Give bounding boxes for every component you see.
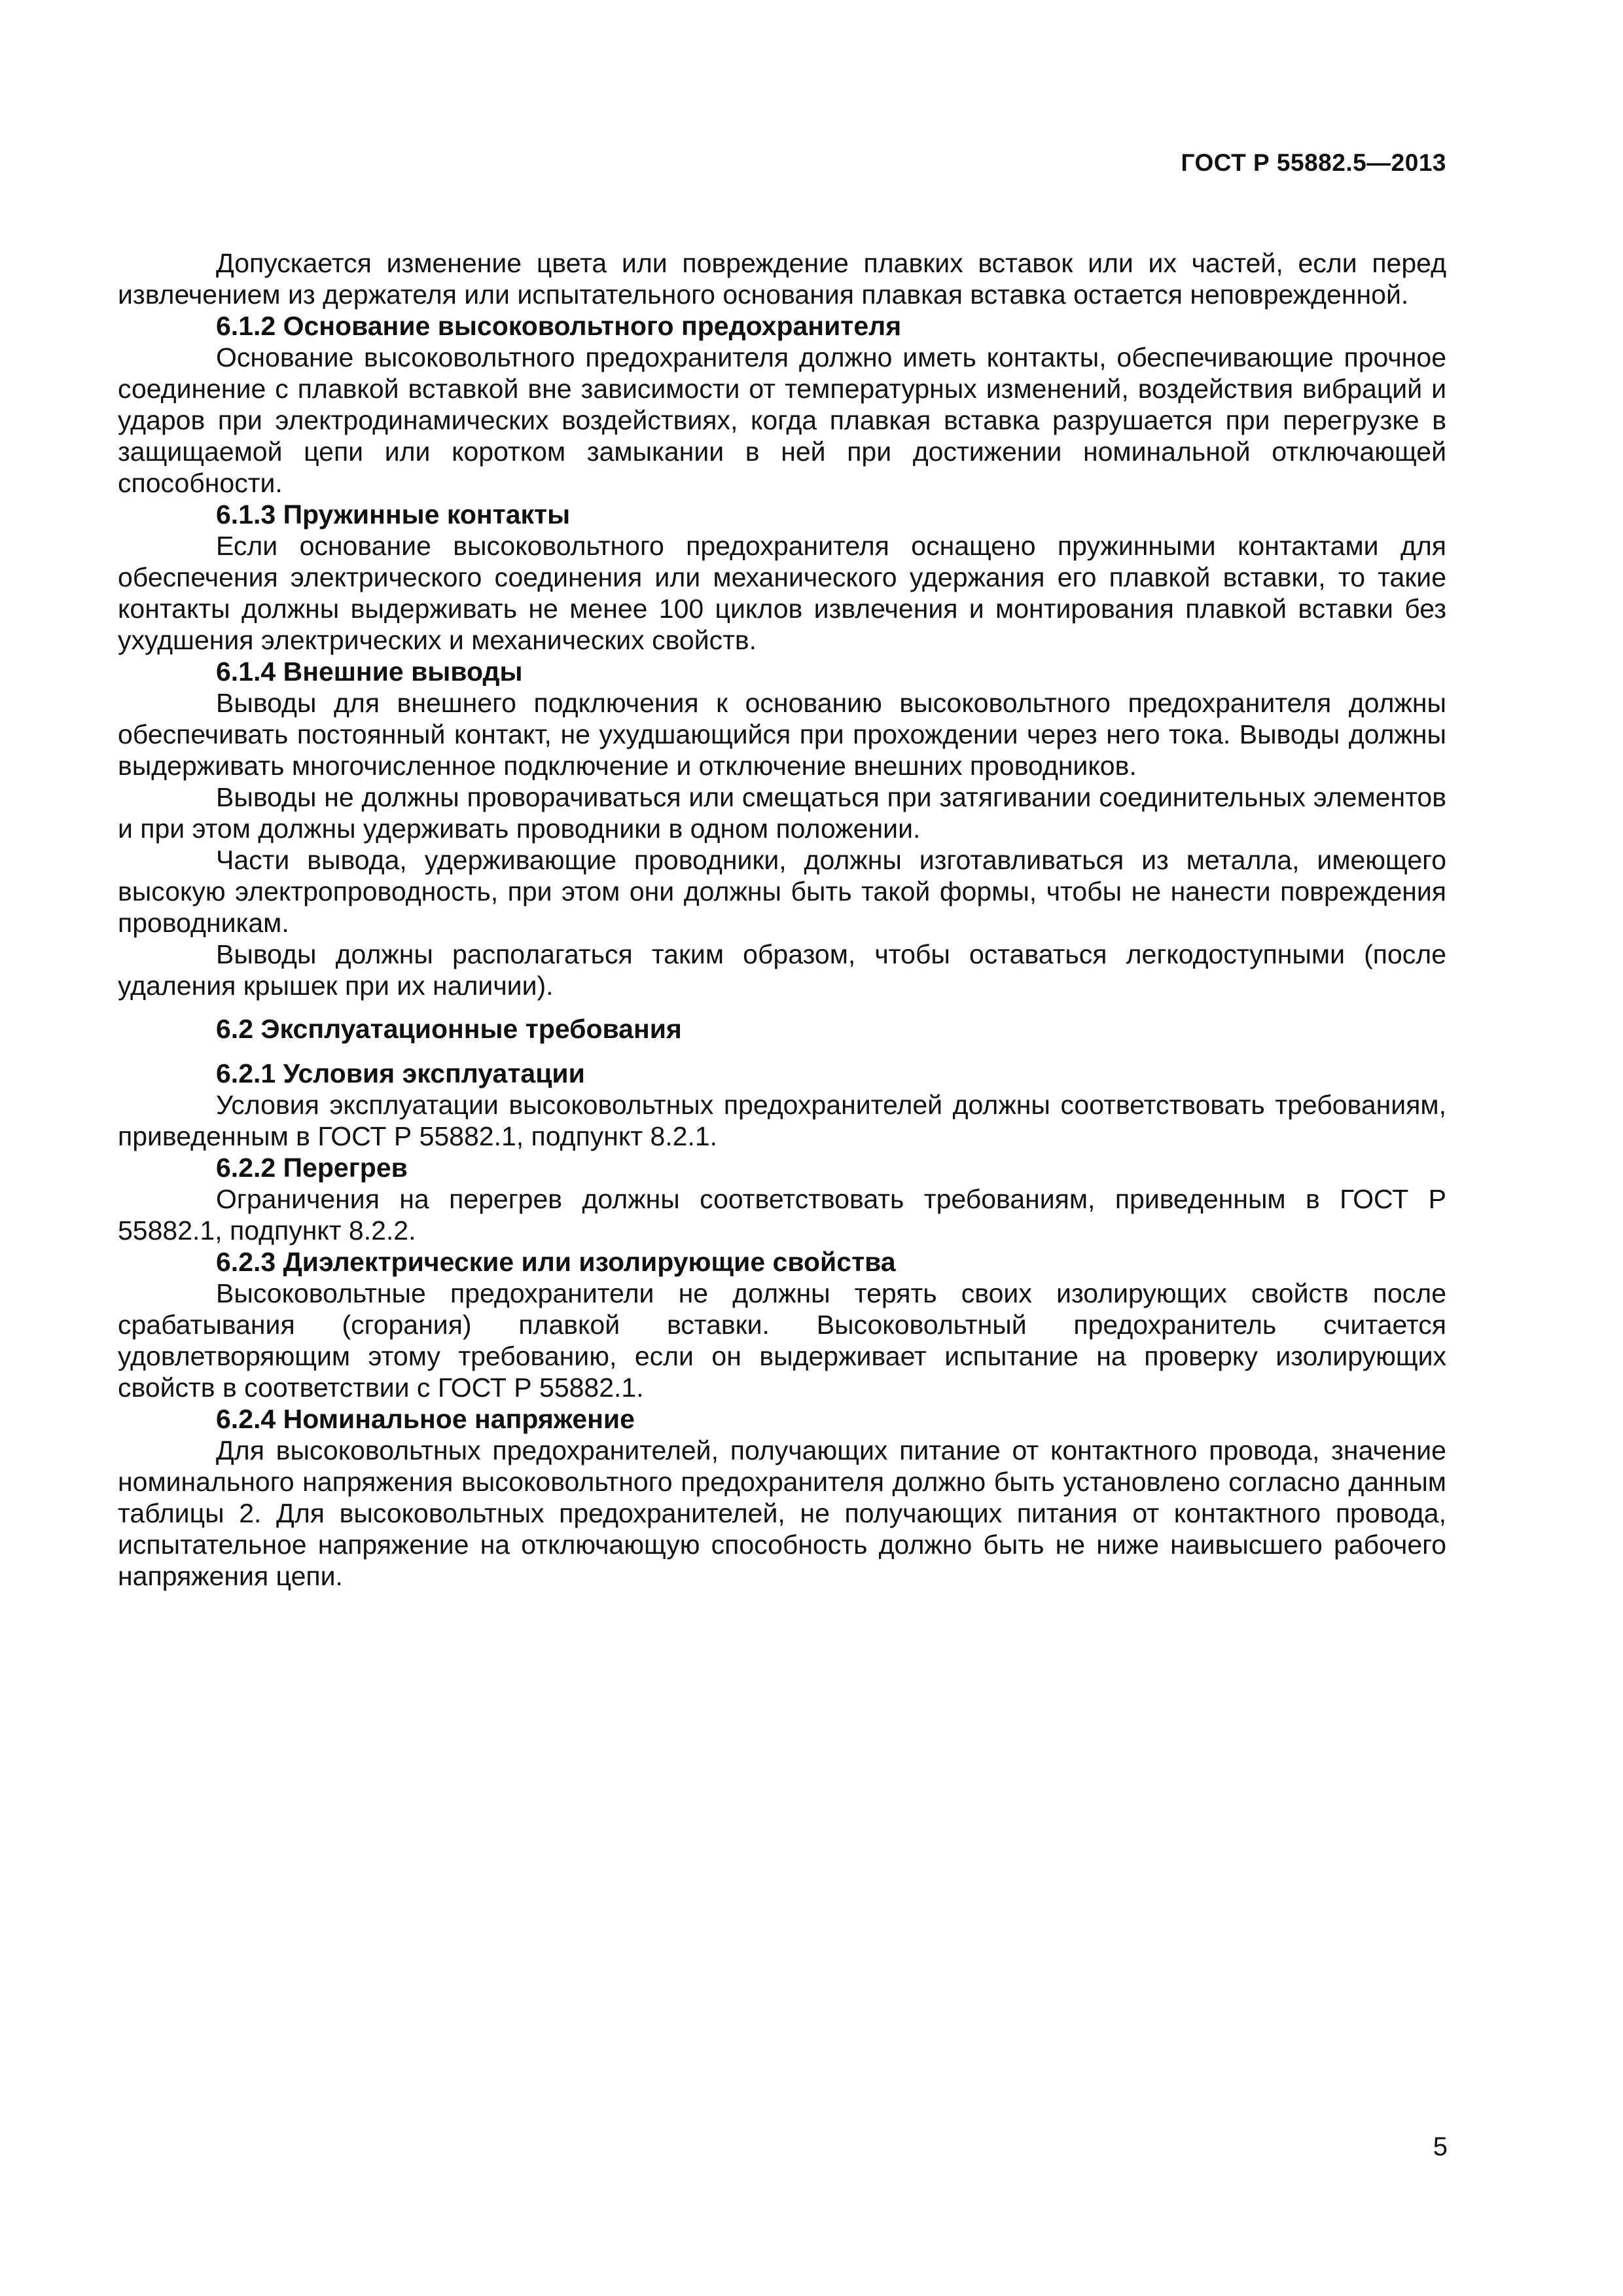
paragraph-6-1-4-b: Выводы не должны проворачиваться или смещаться при затягивании соединительных элементов и при этом должны удерживать проводники в одном положении.	[118, 782, 1446, 844]
paragraph-intro: Допускается изменение цвета или повреждение плавких вставок или их частей, если перед извлечением из держателя или испытательного основания плавкая вставка остается неповрежденной.	[118, 248, 1446, 310]
heading-6-2-2: 6.2.2 Перегрев	[216, 1153, 408, 1183]
document-header-code: ГОСТ Р 55882.5—2013	[1181, 149, 1446, 176]
paragraph-6-2-4: Для высоковольтных предохранителей, получающих питание от контактного провода, значение номинального напряжения высоковольтного предохранителя должно быть установлено согласно данным таблицы 2. Для высоковольтных предохранителей, не получающих питания от контактного провода, испытательное напряжение на отключающую способность должно быть не ниже наивысшего рабочего напряжения цепи.	[118, 1435, 1446, 1591]
paragraph-6-2-1: Условия эксплуатации высоковольтных предохранителей должны соответствовать требованиям, приведенным в ГОСТ Р 55882.1, подпункт 8.2.1.	[118, 1090, 1446, 1151]
heading-6-2-3: 6.2.3 Диэлектрические или изолирующие свойства	[216, 1247, 896, 1277]
document-body	[118, 247, 1446, 1592]
paragraph-6-1-4-d: Выводы должны располагаться таким образом, чтобы оставаться легкодоступными (после удаления крышек при их наличии).	[118, 939, 1446, 1001]
paragraph-6-1-4-a: Выводы для внешнего подключения к основанию высоковольтного предохранителя должны обеспечивать постоянный контакт, не ухудшающийся при прохождении через него тока. Выводы должны выдерживать многочисленное подключение и отключение внешних проводников.	[118, 688, 1446, 781]
heading-6-1-4: 6.1.4 Внешние выводы	[216, 656, 523, 687]
paragraph-6-1-4-c: Части вывода, удерживающие проводники, должны изготавливаться из металла, имеющего высокую электропроводность, при этом они должны быть такой формы, чтобы не нанести повреждения проводникам.	[118, 845, 1446, 938]
heading-6-1-3: 6.1.3 Пружинные контакты	[216, 499, 571, 529]
paragraph-6-2-3: Высоковольтные предохранители не должны терять своих изолирующих свойств после срабатывания (сгорания) плавкой вставки. Высоковольтный предохранитель считается удовлетворяющим этому требованию, если он выдерживает испытание на проверку изолирующих свойств в соответствии с ГОСТ Р 55882.1.	[118, 1278, 1446, 1403]
heading-6-1-2: 6.1.2 Основание высоковольтного предохранителя	[216, 311, 902, 341]
paragraph-6-2-2: Ограничения на перегрев должны соответствовать требованиям, приведенным в ГОСТ Р 55882.1, подпункт 8.2.2.	[118, 1184, 1446, 1246]
page-number: 5	[1433, 2132, 1448, 2161]
paragraph-6-1-2: Основание высоковольтного предохранителя должно иметь контакты, обеспечивающие прочное соединение с плавкой вставкой вне зависимости от температурных изменений, воздействия вибраций и ударов при электродинамических воздействиях, когда плавкая вставка разрушается при перегрузке в защищаемой цепи или коротком замыкании в ней при достижении номинальной отключающей способности.	[118, 342, 1446, 498]
heading-6-2-4: 6.2.4 Номинальное напряжение	[216, 1404, 635, 1434]
paragraph-6-1-3: Если основание высоковольтного предохранителя оснащено пружинными контактами для обеспечения электрического соединения или механического удержания его плавкой вставки, то такие контакты должны выдерживать не менее 100 циклов извлечения и монтирования плавкой вставки без ухудшения электрических и механических свойств.	[118, 531, 1446, 655]
heading-6-2: 6.2 Эксплуатационные требования	[216, 1014, 682, 1044]
heading-6-2-1: 6.2.1 Условия эксплуатации	[216, 1058, 585, 1088]
